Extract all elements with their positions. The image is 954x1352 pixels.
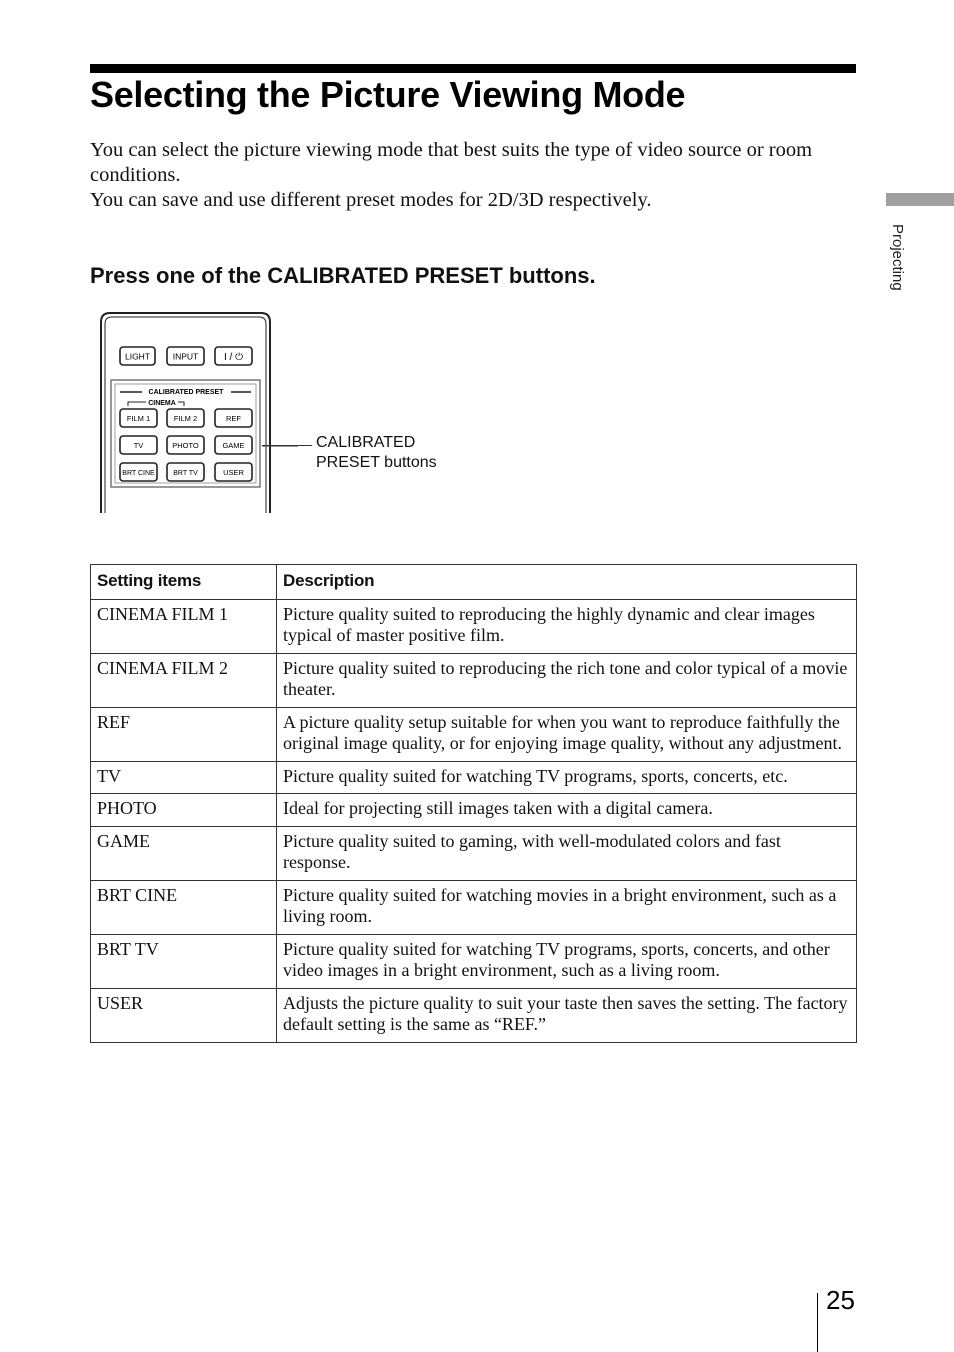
cinema-subgroup-label: CINEMA xyxy=(148,400,176,407)
setting-item-cell: CINEMA FILM 1 xyxy=(91,599,277,653)
table-row xyxy=(91,761,857,794)
film1-button[interactable] xyxy=(120,409,157,427)
column-header-setting-items: Setting items xyxy=(91,565,277,600)
section-tab xyxy=(886,193,954,206)
input-button-label: INPUT xyxy=(172,351,199,362)
ref-button-label: REF xyxy=(226,414,241,423)
description-cell: Ideal for projecting still images taken with a digital camera. xyxy=(277,794,857,827)
film1-button-label: FILM 1 xyxy=(126,414,151,423)
page-number-rule xyxy=(817,1293,818,1352)
setting-item-cell: USER xyxy=(91,988,277,1042)
brt-cine-button-label: BRT CINE xyxy=(122,470,155,477)
page-number: 25 xyxy=(826,1285,855,1315)
game-button-label: GAME xyxy=(222,441,245,450)
brt-tv-button[interactable] xyxy=(167,463,204,481)
light-button-label: LIGHT xyxy=(124,351,151,362)
instruction-heading: Press one of the CALIBRATED PRESET buttons. xyxy=(90,263,596,288)
tv-button-label: TV xyxy=(133,441,144,450)
setting-item-cell: PHOTO xyxy=(91,794,277,827)
callout-leader-extension xyxy=(262,445,312,446)
photo-button-label: PHOTO xyxy=(172,441,199,450)
description-cell: A picture quality setup suitable for when you want to reproduce faithfully the original image quality, or for enjoying image quality, without any adjustment. xyxy=(277,707,857,761)
table-row xyxy=(91,934,857,988)
game-button[interactable] xyxy=(215,436,252,454)
setting-item-cell: CINEMA FILM 2 xyxy=(91,653,277,707)
description-cell: Picture quality suited to reproducing the highly dynamic and clear images typical of master positive film. xyxy=(277,599,857,653)
power-button[interactable] xyxy=(215,347,252,365)
preset-group-label: CALIBRATED PRESET xyxy=(148,389,224,396)
callout-label xyxy=(316,433,437,473)
page-title: Selecting the Picture Viewing Mode xyxy=(90,74,686,115)
description-cell: Picture quality suited for watching TV programs, sports, concerts, and other video images in a bright environment, such as a living room. xyxy=(277,934,857,988)
description-cell: Adjusts the picture quality to suit your taste then saves the setting. The factory default setting is the same as “REF.” xyxy=(277,988,857,1042)
brt-tv-button-label: BRT TV xyxy=(173,470,198,477)
setting-item-cell: REF xyxy=(91,707,277,761)
table-row xyxy=(91,880,857,934)
film2-button-label: FILM 2 xyxy=(173,414,198,423)
intro-paragraph-1: You can select the picture viewing mode that best suits the type of video source or room conditions. xyxy=(90,139,813,186)
setting-item-cell: BRT TV xyxy=(91,934,277,988)
section-label: Projecting xyxy=(889,224,906,291)
table-row xyxy=(91,653,857,707)
photo-button[interactable] xyxy=(167,436,204,454)
tv-button[interactable] xyxy=(120,436,157,454)
ref-button[interactable] xyxy=(215,409,252,427)
description-cell: Picture quality suited to gaming, with well-modulated colors and fast response. xyxy=(277,826,857,880)
film2-button[interactable] xyxy=(167,409,204,427)
description-cell: Picture quality suited for watching movies in a bright environment, such as a living room. xyxy=(277,880,857,934)
table-row xyxy=(91,794,857,827)
remote-control-illustration xyxy=(98,310,298,515)
light-button[interactable] xyxy=(120,347,155,365)
user-button-label: USER xyxy=(223,468,244,477)
power-button-label: I / ⏻ xyxy=(223,352,244,363)
intro-text xyxy=(90,138,860,213)
input-button[interactable] xyxy=(167,347,204,365)
callout-line-2: PRESET buttons xyxy=(316,454,437,471)
setting-item-cell: GAME xyxy=(91,826,277,880)
setting-item-cell: BRT CINE xyxy=(91,880,277,934)
table-row xyxy=(91,599,857,653)
brt-cine-button[interactable] xyxy=(120,463,157,481)
description-cell: Picture quality suited to reproducing the rich tone and color typical of a movie theater. xyxy=(277,653,857,707)
table-row xyxy=(91,988,857,1042)
settings-table xyxy=(90,564,857,1043)
table-row xyxy=(91,707,857,761)
column-header-description: Description xyxy=(277,565,857,600)
intro-paragraph-2: You can save and use different preset modes for 2D/3D respectively. xyxy=(90,189,652,211)
setting-item-cell: TV xyxy=(91,761,277,794)
table-row xyxy=(91,826,857,880)
callout-line-1: CALIBRATED xyxy=(316,434,416,451)
user-button[interactable] xyxy=(215,463,252,481)
description-cell: Picture quality suited for watching TV programs, sports, concerts, etc. xyxy=(277,761,857,794)
table-header-row xyxy=(91,565,857,600)
